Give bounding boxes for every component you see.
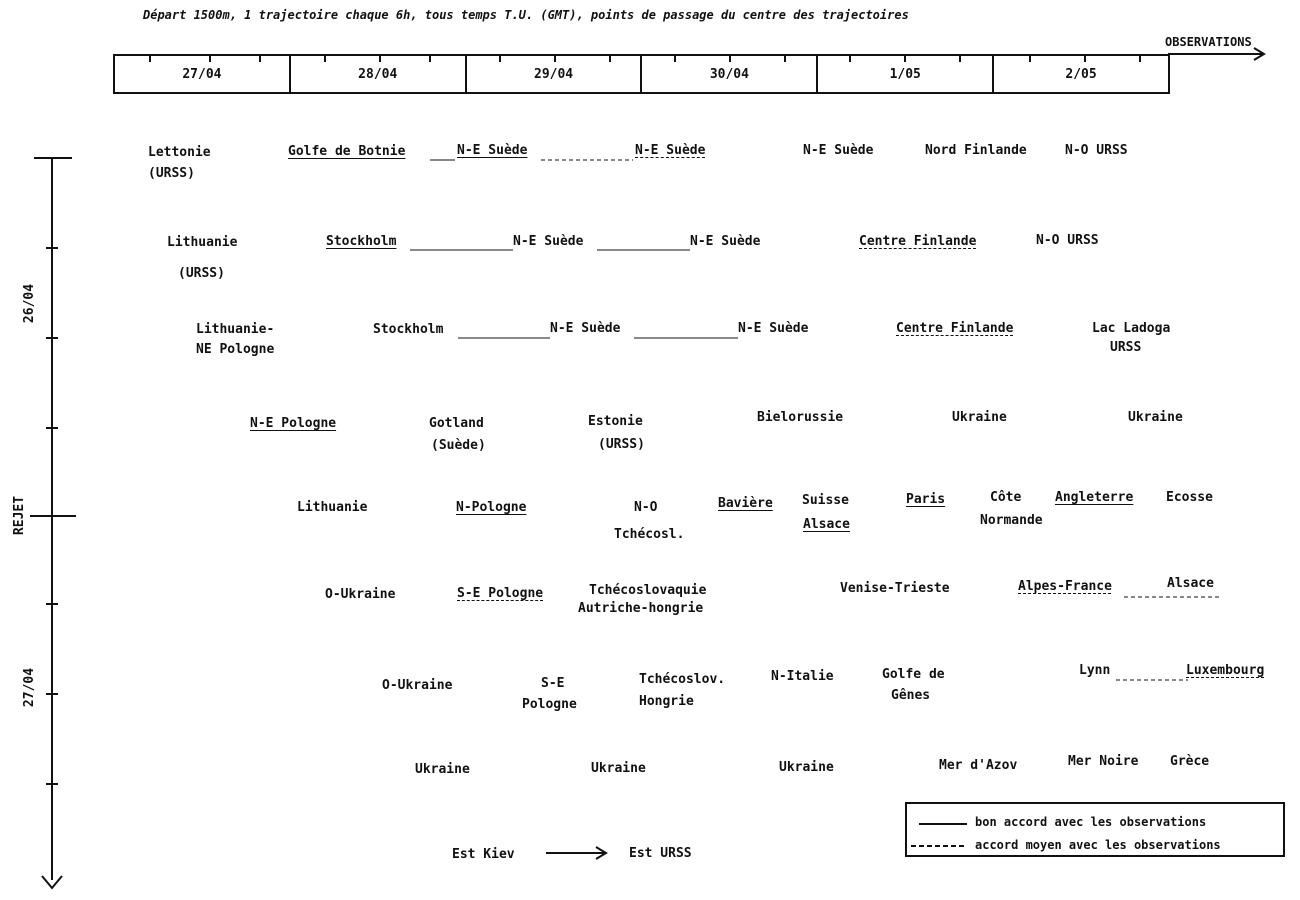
place-label: Bielorussie bbox=[757, 410, 844, 425]
place-label: Tchécoslovaquie bbox=[589, 583, 707, 598]
place-label: N-O bbox=[634, 500, 658, 515]
place-label: NE Pologne bbox=[196, 342, 275, 357]
place-label: Lithuanie- bbox=[196, 322, 275, 337]
place-label: Golfe de Botnie bbox=[288, 144, 406, 159]
timeline-day: 1/05 bbox=[818, 56, 994, 92]
place-label: Alsace bbox=[1167, 576, 1214, 591]
place-label: Gênes bbox=[891, 688, 931, 703]
place-label: Grèce bbox=[1170, 754, 1210, 769]
place-label: S-E Pologne bbox=[457, 586, 544, 601]
timeline-day: 27/04 bbox=[115, 56, 291, 92]
place-label: (Suède) bbox=[431, 438, 486, 453]
timeline-bar bbox=[113, 54, 1170, 94]
place-label: (URSS) bbox=[598, 437, 645, 452]
place-label: Suisse bbox=[802, 493, 849, 508]
place-label: Lettonie bbox=[148, 145, 211, 160]
place-label: Venise-Trieste bbox=[840, 581, 950, 596]
place-label: Estonie bbox=[588, 414, 643, 429]
axis-arrow-head bbox=[42, 876, 62, 888]
place-label: N-E Suède bbox=[635, 143, 706, 158]
header-caption: Départ 1500m, 1 trajectoire chaque 6h, tous temps T.U. (GMT), points de passage du centre des trajectoires bbox=[143, 8, 909, 22]
timeline-day: 29/04 bbox=[467, 56, 643, 92]
place-label: Alsace bbox=[803, 517, 850, 532]
axis-ticks bbox=[46, 248, 58, 784]
place-label: Mer Noire bbox=[1068, 754, 1139, 769]
timeline-arrow-head bbox=[1254, 48, 1264, 60]
legend-solid-label: bon accord avec les observations bbox=[975, 815, 1207, 829]
place-label: O-Ukraine bbox=[325, 587, 396, 602]
place-label: Stockholm bbox=[373, 322, 444, 337]
place-label: N-E Suède bbox=[803, 143, 874, 158]
axis-rejet-label: REJET bbox=[12, 495, 28, 536]
timeline-day: 28/04 bbox=[291, 56, 467, 92]
row9-arrow-head bbox=[596, 847, 606, 859]
place-label: Nord Finlande bbox=[925, 143, 1027, 158]
place-label: Côte bbox=[990, 490, 1022, 505]
place-label: Lithuanie bbox=[167, 235, 238, 250]
place-label: Autriche-hongrie bbox=[578, 601, 704, 616]
timeline-day: 30/04 bbox=[642, 56, 818, 92]
place-label: Tchécosl. bbox=[614, 527, 685, 542]
place-label: Centre Finlande bbox=[896, 321, 1014, 336]
place-label: Est URSS bbox=[629, 846, 692, 861]
place-label: Est Kiev bbox=[452, 847, 515, 862]
place-label: N-E Suède bbox=[550, 321, 621, 336]
place-label: URSS bbox=[1110, 340, 1142, 355]
timeline-day: 2/05 bbox=[1065, 66, 1097, 82]
place-label: N-O URSS bbox=[1065, 143, 1128, 158]
place-label: N-Italie bbox=[771, 669, 834, 684]
place-label: Lithuanie bbox=[297, 500, 368, 515]
place-label: Ukraine bbox=[415, 762, 470, 777]
legend-box bbox=[905, 802, 1285, 857]
place-label: Lynn bbox=[1079, 663, 1111, 678]
place-label: N-E Pologne bbox=[250, 416, 337, 431]
place-label: N-Pologne bbox=[456, 500, 527, 515]
place-label: Angleterre bbox=[1055, 490, 1134, 505]
place-label: N-E Suède bbox=[690, 234, 761, 249]
observations-label: OBSERVATIONS bbox=[1165, 35, 1252, 49]
place-label: N-E Suède bbox=[738, 321, 809, 336]
place-label: O-Ukraine bbox=[382, 678, 453, 693]
place-label: (URSS) bbox=[148, 166, 195, 181]
place-label: Ecosse bbox=[1166, 490, 1213, 505]
place-label: Stockholm bbox=[326, 234, 397, 249]
place-label: N-O URSS bbox=[1036, 233, 1099, 248]
place-label: Tchécoslov. bbox=[639, 672, 726, 687]
place-label: Golfe de bbox=[882, 667, 945, 682]
axis-date-2704: 27/04 bbox=[22, 667, 38, 708]
place-label: Pologne bbox=[522, 697, 577, 712]
place-label: Hongrie bbox=[639, 694, 694, 709]
place-label: Centre Finlande bbox=[859, 234, 977, 249]
place-label: Normande bbox=[980, 513, 1043, 528]
place-label: Gotland bbox=[429, 416, 484, 431]
place-label: (URSS) bbox=[178, 266, 225, 281]
place-label: Luxembourg bbox=[1186, 663, 1265, 678]
place-label: N-E Suède bbox=[457, 143, 528, 158]
place-label: Ukraine bbox=[591, 761, 646, 776]
place-label: Paris bbox=[906, 492, 946, 507]
axis-date-2604: 26/04 bbox=[22, 283, 38, 324]
place-label: Lac Ladoga bbox=[1092, 321, 1171, 336]
place-label: Bavière bbox=[718, 496, 773, 511]
place-label: S-E bbox=[541, 676, 565, 691]
legend-dashed-label: accord moyen avec les observations bbox=[975, 838, 1221, 852]
place-label: Ukraine bbox=[1128, 410, 1183, 425]
place-label: Mer d'Azov bbox=[939, 758, 1018, 773]
place-label: Ukraine bbox=[779, 760, 834, 775]
place-label: N-E Suède bbox=[513, 234, 584, 249]
place-label: Ukraine bbox=[952, 410, 1007, 425]
place-label: Alpes-France bbox=[1018, 579, 1112, 594]
